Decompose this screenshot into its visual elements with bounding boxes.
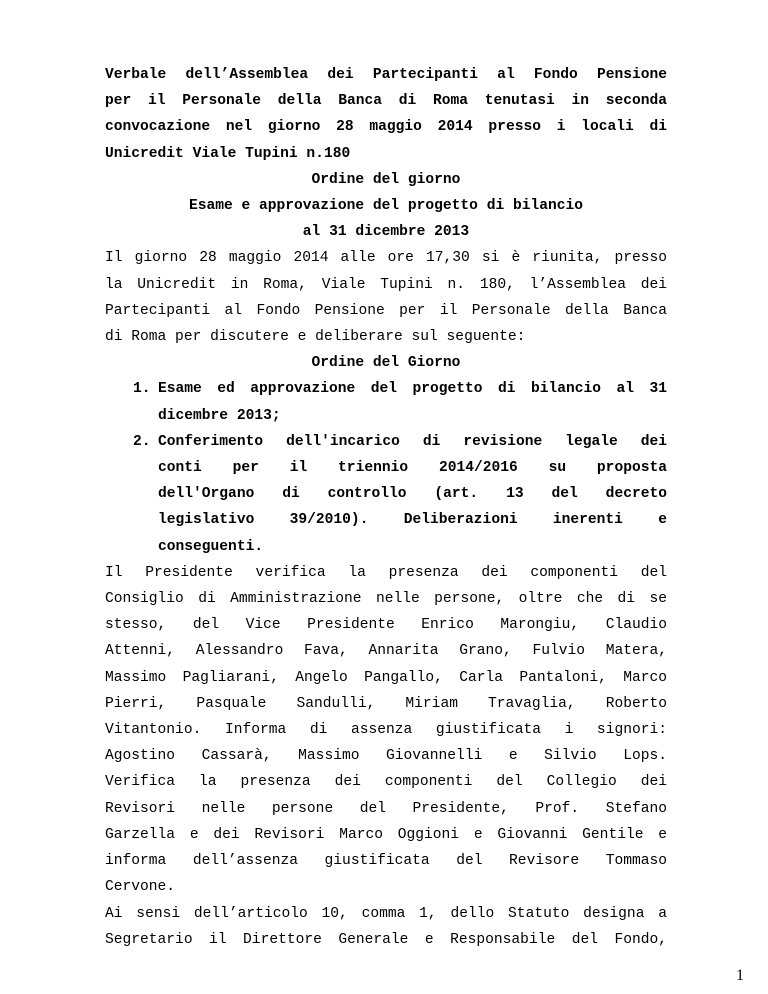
agenda-item-2 [105, 429, 667, 560]
heading-line: convocazione nel giorno 28 maggio 2014 presso i locali di [105, 119, 667, 136]
agenda-list [105, 376, 667, 559]
agenda-item-line: conti per il triennio 2014/2016 su proposta [158, 460, 667, 477]
body-line: informa dell’assenza giustificata del Revisore Tommaso [105, 853, 667, 870]
heading-line: per il Personale della Banca di Roma tenutasi in seconda [105, 93, 667, 110]
body-line: Verifica la presenza dei componenti del Collegio dei [105, 774, 667, 791]
body-line: Consiglio di Amministrazione nelle persone, oltre che di se [105, 591, 667, 608]
body-line: Revisori nelle persone del Presidente, Prof. Stefano [105, 800, 667, 817]
intro-line: Partecipanti al Fondo Pensione per il Personale della Banca [105, 302, 667, 319]
intro-paragraph [105, 245, 667, 350]
body-line: Vitantonio. Informa di assenza giustificata i signori: [105, 722, 667, 739]
agenda-item-number: 1. [133, 381, 151, 398]
agenda-item-line: dell'Organo di controllo (art. 13 del decreto [158, 486, 667, 503]
subheading-line: Ordine del giorno [311, 171, 461, 188]
agenda-item-line: dicembre 2013; [158, 407, 281, 424]
body-line: Cervone. [105, 879, 176, 896]
body-line: Ai sensi dell’articolo 10, comma 1, dello Statuto designa a [105, 905, 667, 922]
body-line: Segretario il Direttore Generale e Responsabile del Fondo, [105, 931, 667, 948]
body-line: Agostino Cassarà, Massimo Giovannelli e Silvio Lops. [105, 748, 667, 765]
body-paragraph [105, 560, 667, 901]
agenda-item-number: 2. [133, 433, 151, 450]
closing-paragraph [105, 901, 667, 953]
agenda-item-1 [105, 376, 667, 428]
intro-line: Il giorno 28 maggio 2014 alle ore 17,30 si è riunita, presso [105, 250, 667, 267]
agenda-item-line: Conferimento dell'incarico di revisione legale dei [158, 433, 667, 450]
document-heading [105, 62, 667, 167]
intro-line: la Unicredit in Roma, Viale Tupini n. 180, l’Assemblea dei [105, 276, 667, 293]
document-subheading [105, 167, 667, 246]
body-line: Pierri, Pasquale Sandulli, Miriam Travaglia, Roberto [105, 695, 667, 712]
heading-line: Verbale dell’Assemblea dei Partecipanti al Fondo Pensione [105, 67, 667, 83]
subheading-line: al 31 dicembre 2013 [302, 224, 470, 241]
heading-line: Unicredit Viale Tupini n.180 [105, 145, 351, 162]
subheading-line: Esame e approvazione del progetto di bilancio [188, 198, 584, 215]
body-line: Garzella e dei Revisori Marco Oggioni e Giovanni Gentile e [105, 826, 667, 843]
body-line: Massimo Pagliarani, Angelo Pangallo, Carla Pantaloni, Marco [105, 669, 667, 686]
agenda-item-line: conseguenti. [158, 538, 264, 555]
intro-line: di Roma per discutere e deliberare sul seguente: [105, 329, 526, 346]
page-number: 1 [736, 967, 744, 984]
agenda-title: Ordine del Giorno [311, 355, 461, 372]
body-line: stesso, del Vice Presidente Enrico Marongiu, Claudio [105, 617, 667, 634]
body-line: Attenni, Alessandro Fava, Annarita Grano, Fulvio Matera, [105, 643, 667, 660]
agenda-item-line: legislativo 39/2010). Deliberazioni inerenti e [158, 512, 667, 529]
document-page [105, 62, 667, 953]
body-line: Il Presidente verifica la presenza dei componenti del [105, 564, 667, 581]
agenda-item-line: Esame ed approvazione del progetto di bilancio al 31 [158, 381, 667, 398]
